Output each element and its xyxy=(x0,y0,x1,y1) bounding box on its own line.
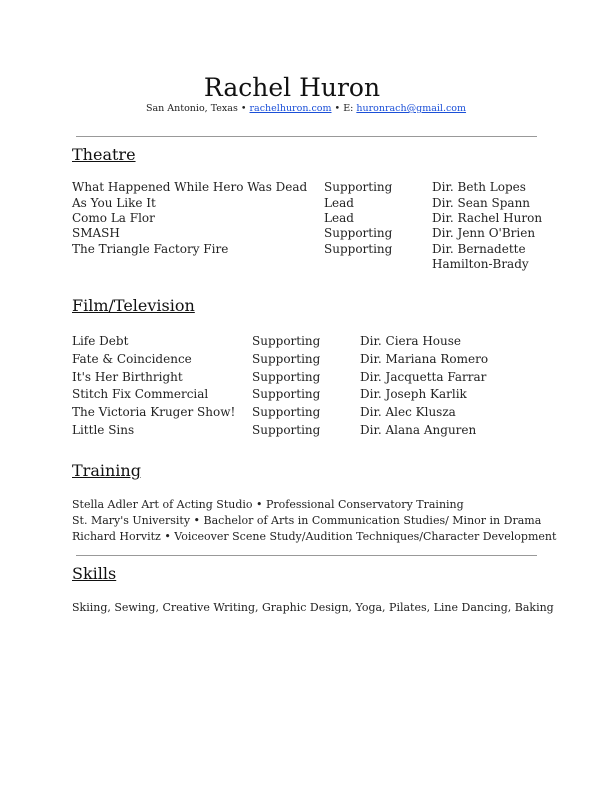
section-heading-training: Training xyxy=(72,461,141,480)
theatre-director: Dir. Sean Spann xyxy=(432,196,531,210)
film-role: Supporting xyxy=(252,387,321,401)
email-link[interactable]: huronrach@gmail.com xyxy=(356,103,467,114)
film-title: Stitch Fix Commercial xyxy=(72,387,209,401)
section-heading-skills: Skills xyxy=(72,564,117,583)
theatre-title: As You Like It xyxy=(72,196,156,210)
film-title: The Victoria Kruger Show! xyxy=(72,405,236,419)
film-director: Dir. Alana Anguren xyxy=(360,423,477,437)
theatre-director: Dir. Bernadette xyxy=(432,242,526,256)
film-role: Supporting xyxy=(252,423,321,437)
training-line: Richard Horvitz • Voiceover Scene Study/Audition Techniques/Character Development xyxy=(72,530,557,543)
film-title: It's Her Birthright xyxy=(72,370,183,384)
film-role: Supporting xyxy=(252,405,321,419)
theatre-role: Supporting xyxy=(324,180,393,194)
theatre-role: Lead xyxy=(324,211,354,225)
divider xyxy=(76,555,537,556)
film-director: Dir. Jacquetta Farrar xyxy=(360,370,487,384)
contact-line xyxy=(0,103,612,114)
location: San Antonio, Texas xyxy=(145,103,238,114)
film-title: Life Debt xyxy=(72,334,129,348)
film-role: Supporting xyxy=(252,334,321,348)
separator: • xyxy=(240,103,247,114)
theatre-director: Dir. Beth Lopes xyxy=(432,180,526,194)
theatre-title: SMASH xyxy=(72,226,120,240)
separator: • xyxy=(334,103,341,114)
skills-text: Skiing, Sewing, Creative Writing, Graphic Design, Yoga, Pilates, Line Dancing, Baking xyxy=(72,601,554,614)
film-title: Fate & Coincidence xyxy=(72,352,192,366)
section-heading-theatre: Theatre xyxy=(72,145,136,164)
theatre-director: Dir. Jenn O'Brien xyxy=(432,226,536,240)
film-director: Dir. Ciera House xyxy=(360,334,462,348)
film-title: Little Sins xyxy=(72,423,135,437)
resume-name: Rachel Huron xyxy=(203,73,381,102)
theatre-role: Supporting xyxy=(324,242,393,256)
theatre-director: Dir. Rachel Huron xyxy=(432,211,543,225)
film-director: Dir. Mariana Romero xyxy=(360,352,489,366)
film-role: Supporting xyxy=(252,370,321,384)
theatre-title: The Triangle Factory Fire xyxy=(72,242,229,256)
film-director: Dir. Alec Klusza xyxy=(360,405,456,419)
training-line: St. Mary's University • Bachelor of Arts in Communication Studies/ Minor in Drama xyxy=(72,514,542,527)
divider xyxy=(76,136,537,137)
film-director: Dir. Joseph Karlik xyxy=(360,387,467,401)
theatre-title: What Happened While Hero Was Dead xyxy=(72,180,308,194)
email-label: E: xyxy=(343,103,354,114)
film-role: Supporting xyxy=(252,352,321,366)
theatre-role: Lead xyxy=(324,196,354,210)
theatre-title: Como La Flor xyxy=(72,211,155,225)
theatre-role: Supporting xyxy=(324,226,393,240)
section-heading-film: Film/Television xyxy=(72,296,195,315)
training-line: Stella Adler Art of Acting Studio • Professional Conservatory Training xyxy=(72,498,464,511)
website-link[interactable]: rachelhuron.com xyxy=(249,103,332,114)
theatre-director-cont: Hamilton-Brady xyxy=(432,257,529,271)
